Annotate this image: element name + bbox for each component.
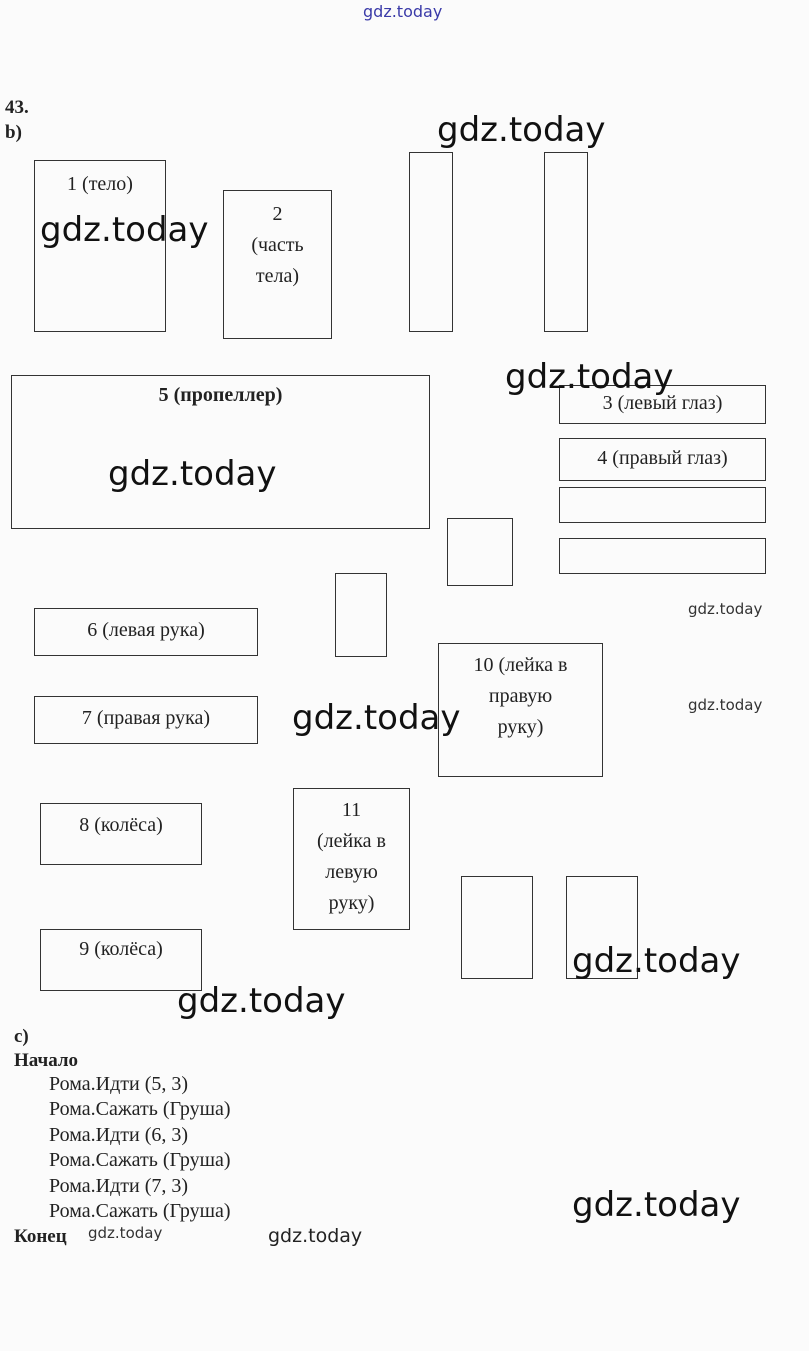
watermark: gdz.today (688, 600, 763, 618)
box-empty-3 (559, 487, 766, 523)
program-line: Рома.Сажать (Груша) (49, 1149, 231, 1171)
watermark: gdz.today (688, 696, 763, 714)
box-can-right-hand: 10 (лейка в правую руку) (438, 643, 603, 777)
watermark-top: gdz.today (363, 2, 443, 21)
box-empty-4 (559, 538, 766, 574)
box-empty-2 (544, 152, 588, 332)
watermark: gdz.today (505, 357, 674, 397)
watermark: gdz.today (177, 981, 346, 1021)
program-line: Рома.Идти (5, 3) (49, 1073, 189, 1095)
watermark: gdz.today (437, 110, 606, 150)
program-start: Начало (14, 1050, 79, 1071)
box-wheels-8: 8 (колёса) (40, 803, 202, 865)
box-body: 1 (тело) (34, 160, 166, 332)
box-empty-6 (335, 573, 387, 657)
box-empty-1 (409, 152, 453, 332)
program-line: Рома.Идти (7, 3) (49, 1175, 189, 1197)
box-left-eye: 3 (левый глаз) (559, 385, 766, 424)
watermark: gdz.today (108, 454, 277, 494)
box-propeller: 5 (пропеллер) (11, 375, 430, 529)
box-wheels-9: 9 (колёса) (40, 929, 202, 991)
box-can-left-hand: 11 (лейка в левую руку) (293, 788, 410, 930)
box-left-arm: 6 (левая рука) (34, 608, 258, 656)
box-right-arm: 7 (правая рука) (34, 696, 258, 744)
part-b-label: b) (5, 122, 22, 143)
program-line: Рома.Сажать (Груша) (49, 1200, 231, 1222)
program-line: Рома.Сажать (Груша) (49, 1098, 231, 1120)
watermark: gdz.today (40, 210, 209, 250)
box-body-part: 2 (часть тела) (223, 190, 332, 339)
box-empty-5 (447, 518, 513, 586)
task-number: 43. (5, 97, 29, 118)
box-empty-7 (461, 876, 533, 979)
watermark: gdz.today (268, 1225, 363, 1247)
watermark: gdz.today (572, 1185, 741, 1225)
watermark: gdz.today (572, 941, 741, 981)
part-c-label: c) (14, 1026, 29, 1047)
watermark: gdz.today (88, 1224, 163, 1242)
box-right-eye: 4 (правый глаз) (559, 438, 766, 481)
watermark: gdz.today (292, 698, 461, 738)
program-end: Конец (14, 1226, 67, 1247)
program-line: Рома.Идти (6, 3) (49, 1124, 189, 1146)
